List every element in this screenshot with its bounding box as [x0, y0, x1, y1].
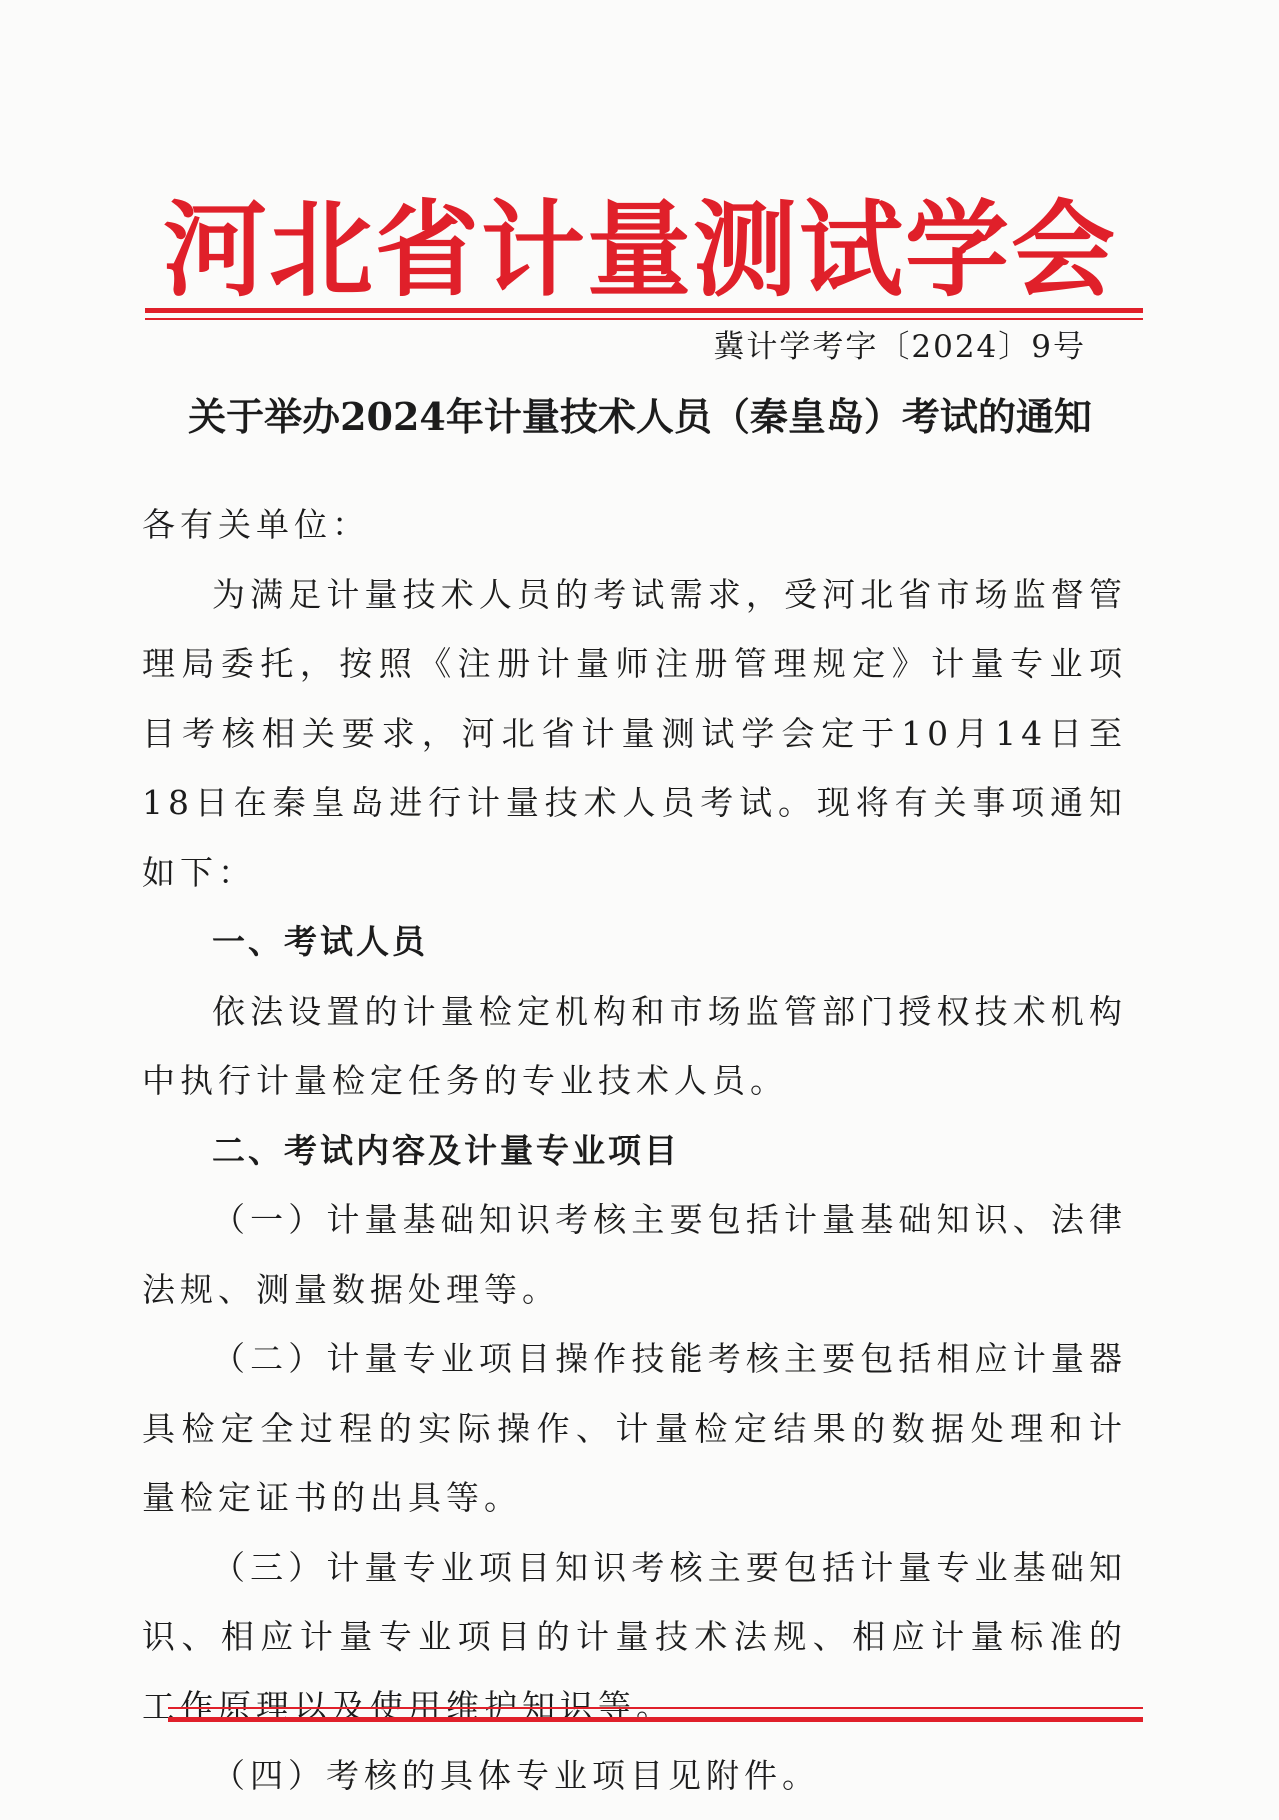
document-number: 冀计学考字〔2024〕9号	[713, 329, 1086, 365]
organization-header: 河北省计量测试学会	[162, 189, 1117, 311]
document-body	[142, 490, 1127, 1811]
section-1-heading: 一、考试人员	[212, 922, 428, 961]
header-rule-thick	[145, 308, 1143, 313]
salutation: 各有关单位：	[142, 505, 370, 544]
footer-rule-thin	[168, 1707, 1143, 1709]
document-title: 关于举办2024年计量技术人员（秦皇岛）考试的通知	[188, 394, 1092, 439]
section-1-text: 依法设置的计量检定机构和市场监管部门授权技术机构中执行计量检定任务的专业技术人员。	[142, 991, 1127, 1100]
section-2-item-4: （四）考核的具体专业项目见附件。	[212, 1756, 820, 1795]
header-rule-thin	[145, 318, 1143, 320]
section-2-item-2: （二）计量专业项目操作技能考核主要包括相应计量器具检定全过程的实际操作、计量检定结果的数据处理和计量检定证书的出具等。	[142, 1339, 1127, 1517]
section-2-item-1: （一）计量基础知识考核主要包括计量基础知识、法律法规、测量数据处理等。	[142, 1200, 1127, 1309]
section-2-heading: 二、考试内容及计量专业项目	[212, 1130, 680, 1170]
intro-paragraph: 为满足计量技术人员的考试需求，受河北省市场监督管理局委托，按照《注册计量师注册管理规定》计量专业项目考核相关要求，河北省计量测试学会定于10月14日至18日在秦皇岛进行计量技术人员考试。现将有关事项通知如下：	[142, 574, 1127, 892]
section-2-item-3: （三）计量专业项目知识考核主要包括计量专业基础知识、相应计量专业项目的计量技术法规、相应计量标准的工作原理以及使用维护知识等。	[142, 1547, 1127, 1726]
footer-rule-thick	[168, 1717, 1143, 1722]
